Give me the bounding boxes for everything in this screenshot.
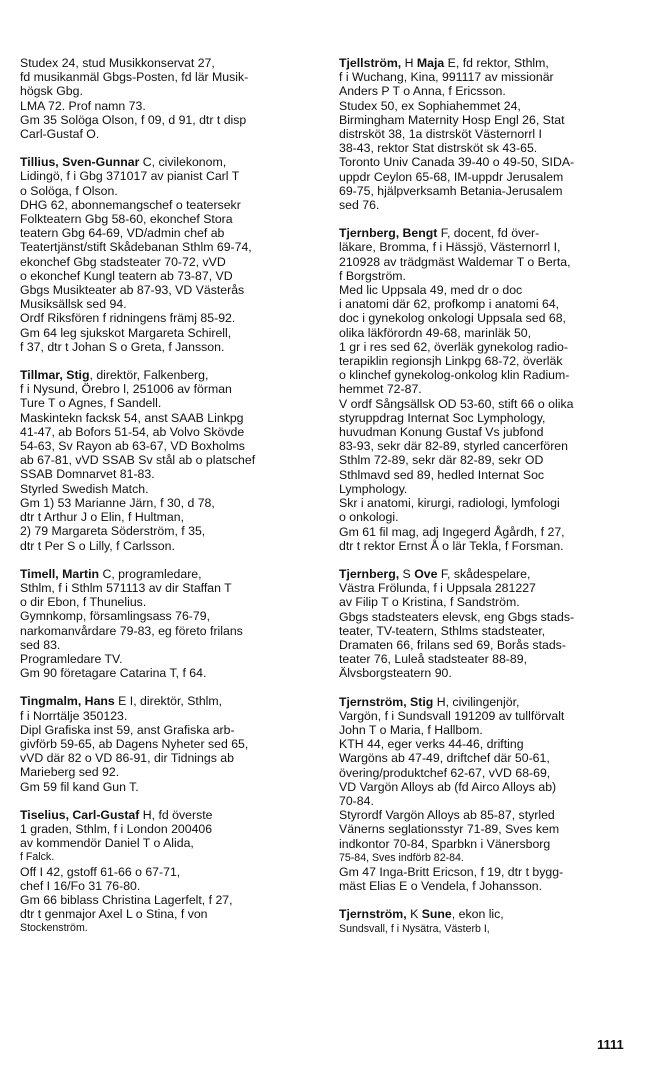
entry-text-line bbox=[339, 723, 644, 737]
person-name: Tingmalm, Hans bbox=[20, 694, 115, 709]
entry-text: dtr t rektor Ernst Å o lär Tekla, f Forsman. bbox=[339, 538, 564, 553]
entry-text-line bbox=[20, 581, 320, 595]
entry-text: Skr i anatomi, kirurgi, radiologi, lymfologi bbox=[339, 496, 560, 511]
entry-text: sed 83. bbox=[20, 637, 61, 652]
entry-text-line bbox=[20, 127, 320, 141]
entry-text: Dipl Grafiska inst 59, anst Grafiska arb- bbox=[20, 722, 235, 737]
entry-text-line bbox=[20, 269, 320, 283]
entry-text-line bbox=[339, 453, 644, 467]
person-name: Tillmar, Stig bbox=[20, 368, 90, 383]
entry-text-line bbox=[20, 226, 320, 240]
entry-text-line bbox=[20, 439, 320, 453]
entry-text: 69-75, hjälpverksamh Betania-Jerusalem bbox=[339, 183, 563, 198]
right-column bbox=[339, 56, 644, 950]
entry-text-line bbox=[20, 737, 320, 751]
entry-text: f i Norrtälje 350123. bbox=[20, 708, 128, 723]
entry-text: Folkteatern Gbg 58-60, ekonchef Stora bbox=[20, 212, 233, 227]
entry-text-line bbox=[339, 70, 644, 84]
entry-text: Gbgs stadsteaters elevsk, eng Gbgs stads- bbox=[339, 609, 575, 624]
entry-text: distrsköt 38, 1a distrsköt Västernorrl I bbox=[339, 127, 542, 142]
entry-text-line bbox=[339, 808, 644, 822]
entry-text-line bbox=[339, 368, 644, 382]
entry-text-line bbox=[339, 879, 644, 893]
person-name: Tjernberg, Bengt bbox=[339, 226, 438, 241]
entry-text: högsk Gbg. bbox=[20, 84, 83, 99]
entry-text-line bbox=[339, 539, 644, 553]
person-name: Tjernström, bbox=[339, 907, 407, 922]
entry-text: o Solöga, f Olson. bbox=[20, 183, 118, 198]
entry-heading-line bbox=[339, 907, 644, 921]
entry-text-line bbox=[339, 439, 644, 453]
entry-text: H, fd överste bbox=[139, 807, 213, 822]
entry-text-line bbox=[20, 539, 320, 553]
entry-text: Ture T o Agnes, f Sandell. bbox=[20, 396, 162, 411]
entry-text: Med lic Uppsala 49, med dr o doc bbox=[339, 283, 523, 298]
entry-heading-line bbox=[339, 226, 644, 240]
entry-text-line bbox=[339, 155, 644, 169]
entry-text: o ekonchef Kungl teatern ab 73-87, VD bbox=[20, 268, 233, 283]
entry-text: KTH 44, eger verks 44-46, drifting bbox=[339, 737, 524, 752]
biography-entry bbox=[20, 694, 320, 793]
biography-entry bbox=[339, 226, 644, 553]
person-name: Timell, Martin bbox=[20, 566, 100, 581]
entry-text: Lidingö, f i Gbg 371017 av pianist Carl T bbox=[20, 169, 240, 184]
entry-text: Gm 59 fil kand Gun T. bbox=[20, 779, 139, 794]
entry-text: Sthlmavd sed 89, hedled Internat Soc bbox=[339, 467, 545, 482]
entry-text: S bbox=[399, 566, 415, 581]
entry-text-line bbox=[339, 297, 644, 311]
entry-text-line bbox=[339, 737, 644, 751]
entry-text: H, civilingenjör, bbox=[433, 694, 520, 709]
entry-text: 38-43, rektor Stat distrsköt sk 43-65. bbox=[339, 141, 538, 156]
entry-text: DHG 62, abonnemangschef o teatersekr bbox=[20, 197, 241, 212]
entry-text: i anatomi där 62, profkomp i anatomi 64, bbox=[339, 297, 560, 312]
entry-text-line bbox=[339, 482, 644, 496]
entry-text-line bbox=[20, 780, 320, 794]
entry-heading-line bbox=[20, 808, 320, 822]
entry-text: H bbox=[401, 56, 417, 70]
entry-text: 1 gr i res sed 62, överläk gynekolog radio- bbox=[339, 339, 568, 354]
entry-text-line bbox=[339, 99, 644, 113]
entry-text: teater 76, Luleå stadsteater 88-89, bbox=[339, 652, 527, 667]
biography-entry bbox=[339, 695, 644, 894]
entry-text-line bbox=[20, 907, 320, 921]
entry-text-line bbox=[20, 411, 320, 425]
entry-text: SSAB Domnarvet 81-83. bbox=[20, 467, 155, 482]
entry-text: Wargöns ab 47-49, driftchef där 50-61, bbox=[339, 751, 550, 766]
entry-text-line bbox=[20, 467, 320, 481]
entry-text-line bbox=[20, 240, 320, 254]
entry-text-line bbox=[339, 170, 644, 184]
entry-text: dtr t Arthur J o Elin, f Hultman, bbox=[20, 510, 185, 525]
entry-text-line bbox=[20, 340, 320, 354]
biography-entry bbox=[20, 808, 320, 936]
entry-text: VD Vargön Alloys ab (fd Airco Alloys ab) bbox=[339, 779, 557, 794]
entry-text: Gm 64 leg sjukskot Margareta Schirell, bbox=[20, 325, 232, 340]
person-name: Tjellström, bbox=[339, 56, 402, 70]
entry-text-line bbox=[20, 893, 320, 907]
left-column bbox=[20, 56, 320, 950]
entry-text-line bbox=[20, 638, 320, 652]
entry-text: Gbgs Musikteater ab 87-93, VD Västerås bbox=[20, 283, 245, 298]
entry-text-line bbox=[20, 765, 320, 779]
entry-text-line bbox=[20, 382, 320, 396]
entry-text-line bbox=[20, 311, 320, 325]
entry-text: dtr t Per S o Lilly, f Carlsson. bbox=[20, 538, 175, 553]
entry-text-line bbox=[20, 496, 320, 510]
entry-text: Marieberg sed 92. bbox=[20, 765, 120, 780]
page-number: 1111 bbox=[597, 1037, 624, 1052]
entry-text: Stockenström. bbox=[20, 922, 88, 935]
entry-text-line bbox=[339, 709, 644, 723]
biography-entry bbox=[20, 567, 320, 681]
entry-text-line bbox=[20, 84, 320, 98]
entry-text-line bbox=[339, 496, 644, 510]
entry-text-line bbox=[339, 837, 644, 851]
entry-text-line bbox=[20, 879, 320, 893]
entry-text-line bbox=[339, 382, 644, 396]
entry-text-line bbox=[339, 127, 644, 141]
entry-heading-line bbox=[339, 567, 644, 581]
entry-text: 70-84. bbox=[339, 793, 374, 808]
entry-text-line bbox=[20, 836, 320, 850]
entry-text: o onkologi. bbox=[339, 510, 399, 525]
entry-text-line bbox=[20, 326, 320, 340]
entry-text-line bbox=[339, 84, 644, 98]
entry-text-line bbox=[20, 184, 320, 198]
entry-text-line bbox=[339, 794, 644, 808]
entry-text: av kommendör Daniel T o Alida, bbox=[20, 836, 194, 851]
entry-text: F, docent, fd över- bbox=[437, 226, 540, 241]
entry-text-line bbox=[339, 411, 644, 425]
entry-text-line bbox=[20, 482, 320, 496]
entry-heading-line bbox=[20, 694, 320, 708]
entry-text: fd musikanmäl Gbgs-Posten, fd lär Musik- bbox=[20, 70, 249, 85]
entry-text-line bbox=[20, 709, 320, 723]
entry-text-line bbox=[339, 141, 644, 155]
entry-text-line bbox=[20, 751, 320, 765]
entry-text: Vargön, f i Sundsvall 191209 av tullförvalt bbox=[339, 708, 565, 723]
entry-text-line bbox=[20, 510, 320, 524]
entry-text-line bbox=[339, 510, 644, 524]
entry-text: terapiklin regionsjh Linkpg 68-72, överläk bbox=[339, 354, 563, 369]
entry-text-line bbox=[339, 751, 644, 765]
person-name: Tillius, Sven-Gunnar bbox=[20, 155, 140, 170]
entry-heading-line bbox=[339, 56, 644, 70]
entry-text-line bbox=[20, 99, 320, 113]
entry-text-line bbox=[20, 921, 320, 935]
biography-entry bbox=[339, 907, 644, 935]
entry-text: Anders P T o Anna, f Ericsson. bbox=[339, 84, 506, 99]
entry-text: f 37, dtr t Johan S o Greta, f Jansson. bbox=[20, 339, 225, 354]
biography-entry bbox=[20, 368, 320, 553]
entry-text-line bbox=[339, 468, 644, 482]
entry-text-line bbox=[20, 198, 320, 212]
entry-text: E I, direktör, Sthlm, bbox=[114, 694, 223, 709]
entry-text-line bbox=[339, 851, 644, 865]
entry-text-line bbox=[20, 212, 320, 226]
entry-text-line bbox=[339, 581, 644, 595]
entry-text: teater, TV-teatern, Sthlms stadsteater, bbox=[339, 623, 546, 638]
entry-text: hemmet 72-87. bbox=[339, 382, 422, 397]
entry-text: LMA 72. Prof namn 73. bbox=[20, 98, 146, 113]
entry-text: givförb 59-65, ab Dagens Nyheter sed 65, bbox=[20, 736, 249, 751]
entry-text-line bbox=[20, 624, 320, 638]
entry-text: Sundsvall, f i Nysätra, Västerb I, bbox=[339, 922, 490, 935]
person-name: Maja bbox=[416, 56, 445, 70]
entry-text: indkontor 70-84, Sparbkn i Vänersborg bbox=[339, 836, 551, 851]
entry-text: av Filip T o Kristina, f Sandström. bbox=[339, 595, 520, 610]
biography-entry bbox=[20, 56, 320, 141]
entry-text: 83-93, sekr där 82-89, styrled cancerfören bbox=[339, 439, 568, 454]
entry-text-line bbox=[339, 354, 644, 368]
entry-text-line bbox=[20, 595, 320, 609]
entry-text: ekonchef Gbg stadsteater 70-72, vVD bbox=[20, 254, 226, 269]
entry-text: Gm 61 fil mag, adj Ingegerd Ågårdh, f 27, bbox=[339, 524, 565, 539]
entry-text: o klinchef gynekolog-onkolog klin Radium- bbox=[339, 368, 570, 383]
entry-text: f i Nysund, Örebro l, 251006 av förman bbox=[20, 382, 232, 397]
entry-heading-line bbox=[20, 368, 320, 382]
entry-text: övering/produktchef 62-67, vVD 68-69, bbox=[339, 765, 551, 780]
entry-text-line bbox=[339, 865, 644, 879]
entry-text: Toronto Univ Canada 39-40 o 49-50, SIDA- bbox=[339, 155, 575, 170]
entry-text-line bbox=[20, 70, 320, 84]
entry-text: läkare, Bromma, f i Hässjö, Västernorrl I, bbox=[339, 240, 561, 255]
biography-entry bbox=[20, 155, 320, 354]
entry-heading-line bbox=[20, 56, 320, 70]
entry-text-line bbox=[339, 610, 644, 624]
entry-text: Gm 66 biblass Christina Lagerfelt, f 27, bbox=[20, 892, 233, 907]
person-name: Ove bbox=[414, 566, 438, 581]
entry-text: Teatertjänst/stift Skådebanan Sthlm 69-74, bbox=[20, 240, 252, 255]
entry-text: uppdr Ceylon 65-68, IM-uppdr Jerusalem bbox=[339, 169, 564, 184]
entry-text-line bbox=[339, 525, 644, 539]
entry-text: 210928 av trädgmäst Waldemar T o Berta, bbox=[339, 254, 571, 269]
entry-text-line bbox=[339, 283, 644, 297]
entry-text: f i Wuchang, Kina, 991117 av missionär bbox=[339, 70, 554, 85]
entry-text-line bbox=[20, 822, 320, 836]
entry-text: Lymphology. bbox=[339, 481, 408, 496]
entry-text-line bbox=[20, 609, 320, 623]
entry-text: Styrled Swedish Match. bbox=[20, 481, 149, 496]
entry-text: dtr t genmajor Axel L o Stina, f von bbox=[20, 907, 208, 922]
entry-text-line bbox=[20, 666, 320, 680]
entry-text: Gymnkomp, församlingsass 76-79, bbox=[20, 609, 210, 624]
entry-text-line bbox=[339, 638, 644, 652]
biography-entry bbox=[339, 567, 644, 681]
entry-text-line bbox=[339, 269, 644, 283]
entry-text: Älvsborgsteatern 90. bbox=[339, 666, 452, 681]
entry-text-line bbox=[20, 865, 320, 879]
entry-text: 54-63, Sv Rayon ab 63-67, VD Boxholms bbox=[20, 439, 245, 454]
entry-text: Styrordf Vargön Alloys ab 85-87, styrled bbox=[339, 808, 555, 823]
entry-text-line bbox=[339, 624, 644, 638]
entry-text: ab 67-81, vVD SSAB Sv stål ab o platschef bbox=[20, 453, 256, 468]
entry-text: K bbox=[406, 907, 422, 922]
entry-text-line bbox=[339, 822, 644, 836]
entry-text-line bbox=[20, 113, 320, 127]
entry-text: doc i gynekolog onkologi Uppsala sed 68, bbox=[339, 311, 566, 326]
entry-text: John T o Maria, f Hallbom. bbox=[339, 722, 483, 737]
entry-heading-line bbox=[20, 155, 320, 169]
entry-text: Gm 90 företagare Catarina T, f 64. bbox=[20, 666, 207, 681]
entry-text: F, skådespelare, bbox=[437, 566, 531, 581]
entry-text: 41-47, ab Bofors 51-54, ab Volvo Skövde bbox=[20, 424, 245, 439]
entry-text: 75-84, Sves indförb 82-84. bbox=[339, 851, 464, 864]
entry-text-line bbox=[339, 240, 644, 254]
entry-text: Off I 42, gstoff 61-66 o 67-71, bbox=[20, 864, 181, 879]
entry-text-line bbox=[20, 425, 320, 439]
entry-text-line bbox=[20, 524, 320, 538]
entry-text: narkomanvårdare 79-83, eg företo frilans bbox=[20, 623, 243, 638]
entry-text-line bbox=[339, 766, 644, 780]
entry-text-line bbox=[20, 169, 320, 183]
entry-text: E, fd rektor, Sthlm, bbox=[444, 56, 549, 70]
entry-text: Carl-Gustaf O. bbox=[20, 127, 100, 142]
entry-text: C, civilekonom, bbox=[139, 155, 227, 170]
entry-text: C, programledare, bbox=[99, 566, 202, 581]
entry-text-line bbox=[339, 595, 644, 609]
entry-text: Sthlm 72-89, sekr där 82-89, sekr OD bbox=[339, 453, 544, 468]
entry-text: Gm 47 Inga-Britt Ericson, f 19, dtr t bygg- bbox=[339, 864, 564, 879]
entry-text: teatern Gbg 64-69, VD/admin chef ab bbox=[20, 226, 225, 241]
entry-text: 1 graden, Sthlm, f i London 200406 bbox=[20, 821, 213, 836]
entry-text: f Borgström. bbox=[339, 268, 406, 283]
entry-text: 2) 79 Margareta Söderström, f 35, bbox=[20, 524, 206, 539]
entry-text-line bbox=[20, 453, 320, 467]
person-name: Tiselius, Carl-Gustaf bbox=[20, 807, 140, 822]
entry-text-line bbox=[339, 113, 644, 127]
entry-text-line bbox=[20, 297, 320, 311]
entry-heading-line bbox=[20, 567, 320, 581]
entry-text: Birmingham Maternity Hosp Engl 26, Stat bbox=[339, 112, 565, 127]
entry-text-line bbox=[339, 184, 644, 198]
entry-text-line bbox=[339, 326, 644, 340]
entry-text: Västra Frölunda, f i Uppsala 281227 bbox=[339, 581, 536, 596]
entry-text: Sthlm, f i Sthlm 571113 av dir Staffan T bbox=[20, 580, 232, 595]
person-name: Tjernberg, bbox=[339, 566, 400, 581]
entry-text: Gm 35 Solöga Olson, f 09, d 91, dtr t disp bbox=[20, 112, 247, 127]
entry-text: , direktör, Falkenberg, bbox=[89, 368, 209, 383]
entry-text: Vänerns seglationsstyr 71-89, Sves kem bbox=[339, 822, 560, 837]
entry-text: styruppdrag Internat Soc Lymphology, bbox=[339, 410, 546, 425]
biography-entry bbox=[339, 56, 644, 212]
entry-text: sed 76. bbox=[339, 198, 380, 213]
entry-text: Studex 50, ex Sophiahemmet 24, bbox=[339, 98, 521, 113]
entry-text: huvudman Konung Gustaf Vs jubfond bbox=[339, 425, 544, 440]
entry-text: Studex 24, stud Musikkonservat 27, bbox=[20, 56, 215, 70]
entry-text-line bbox=[20, 850, 320, 864]
entry-text: Programledare TV. bbox=[20, 651, 123, 666]
entry-text: Maskintekn facksk 54, anst SAAB Linkpg bbox=[20, 410, 244, 425]
entry-text: chef I 16/Fo 31 76-80. bbox=[20, 878, 141, 893]
entry-text-line bbox=[339, 652, 644, 666]
person-name: Sune bbox=[421, 907, 452, 922]
entry-text: olika läkförordn 49-68, marinläk 50, bbox=[339, 325, 532, 340]
entry-text-line bbox=[20, 652, 320, 666]
person-name: Tjernström, Stig bbox=[339, 694, 434, 709]
entry-text: f Falck. bbox=[20, 851, 55, 864]
entry-text-line bbox=[339, 666, 644, 680]
entry-text: o dir Ebon, f Thunelius. bbox=[20, 595, 147, 610]
entry-text: mäst Elias E o Vendela, f Johansson. bbox=[339, 879, 543, 894]
entry-text-line bbox=[339, 780, 644, 794]
entry-text-line bbox=[20, 723, 320, 737]
entry-text-line bbox=[339, 425, 644, 439]
entry-text: Musiksällsk sed 94. bbox=[20, 297, 127, 312]
entry-text-line bbox=[20, 396, 320, 410]
entry-text-line bbox=[339, 340, 644, 354]
entry-heading-line bbox=[339, 695, 644, 709]
entry-text: V ordf Sångsällsk OD 53-60, stift 66 o olika bbox=[339, 396, 574, 411]
entry-text-line bbox=[339, 198, 644, 212]
entry-text: vVD där 82 o VD 86-91, dir Tidnings ab bbox=[20, 751, 234, 766]
entry-text-line bbox=[20, 283, 320, 297]
entry-text: , ekon lic, bbox=[451, 907, 504, 922]
entry-text: Ordf Riksfören f ridningens främj 85-92. bbox=[20, 311, 236, 326]
entry-text-line bbox=[339, 922, 644, 936]
entry-text-line bbox=[20, 255, 320, 269]
entry-text: Dramaten 66, frilans sed 69, Borås stads- bbox=[339, 637, 566, 652]
entry-text-line bbox=[339, 311, 644, 325]
entry-text-line bbox=[339, 397, 644, 411]
entry-text: Gm 1) 53 Marianne Järn, f 30, d 78, bbox=[20, 495, 215, 510]
entry-text-line bbox=[339, 255, 644, 269]
